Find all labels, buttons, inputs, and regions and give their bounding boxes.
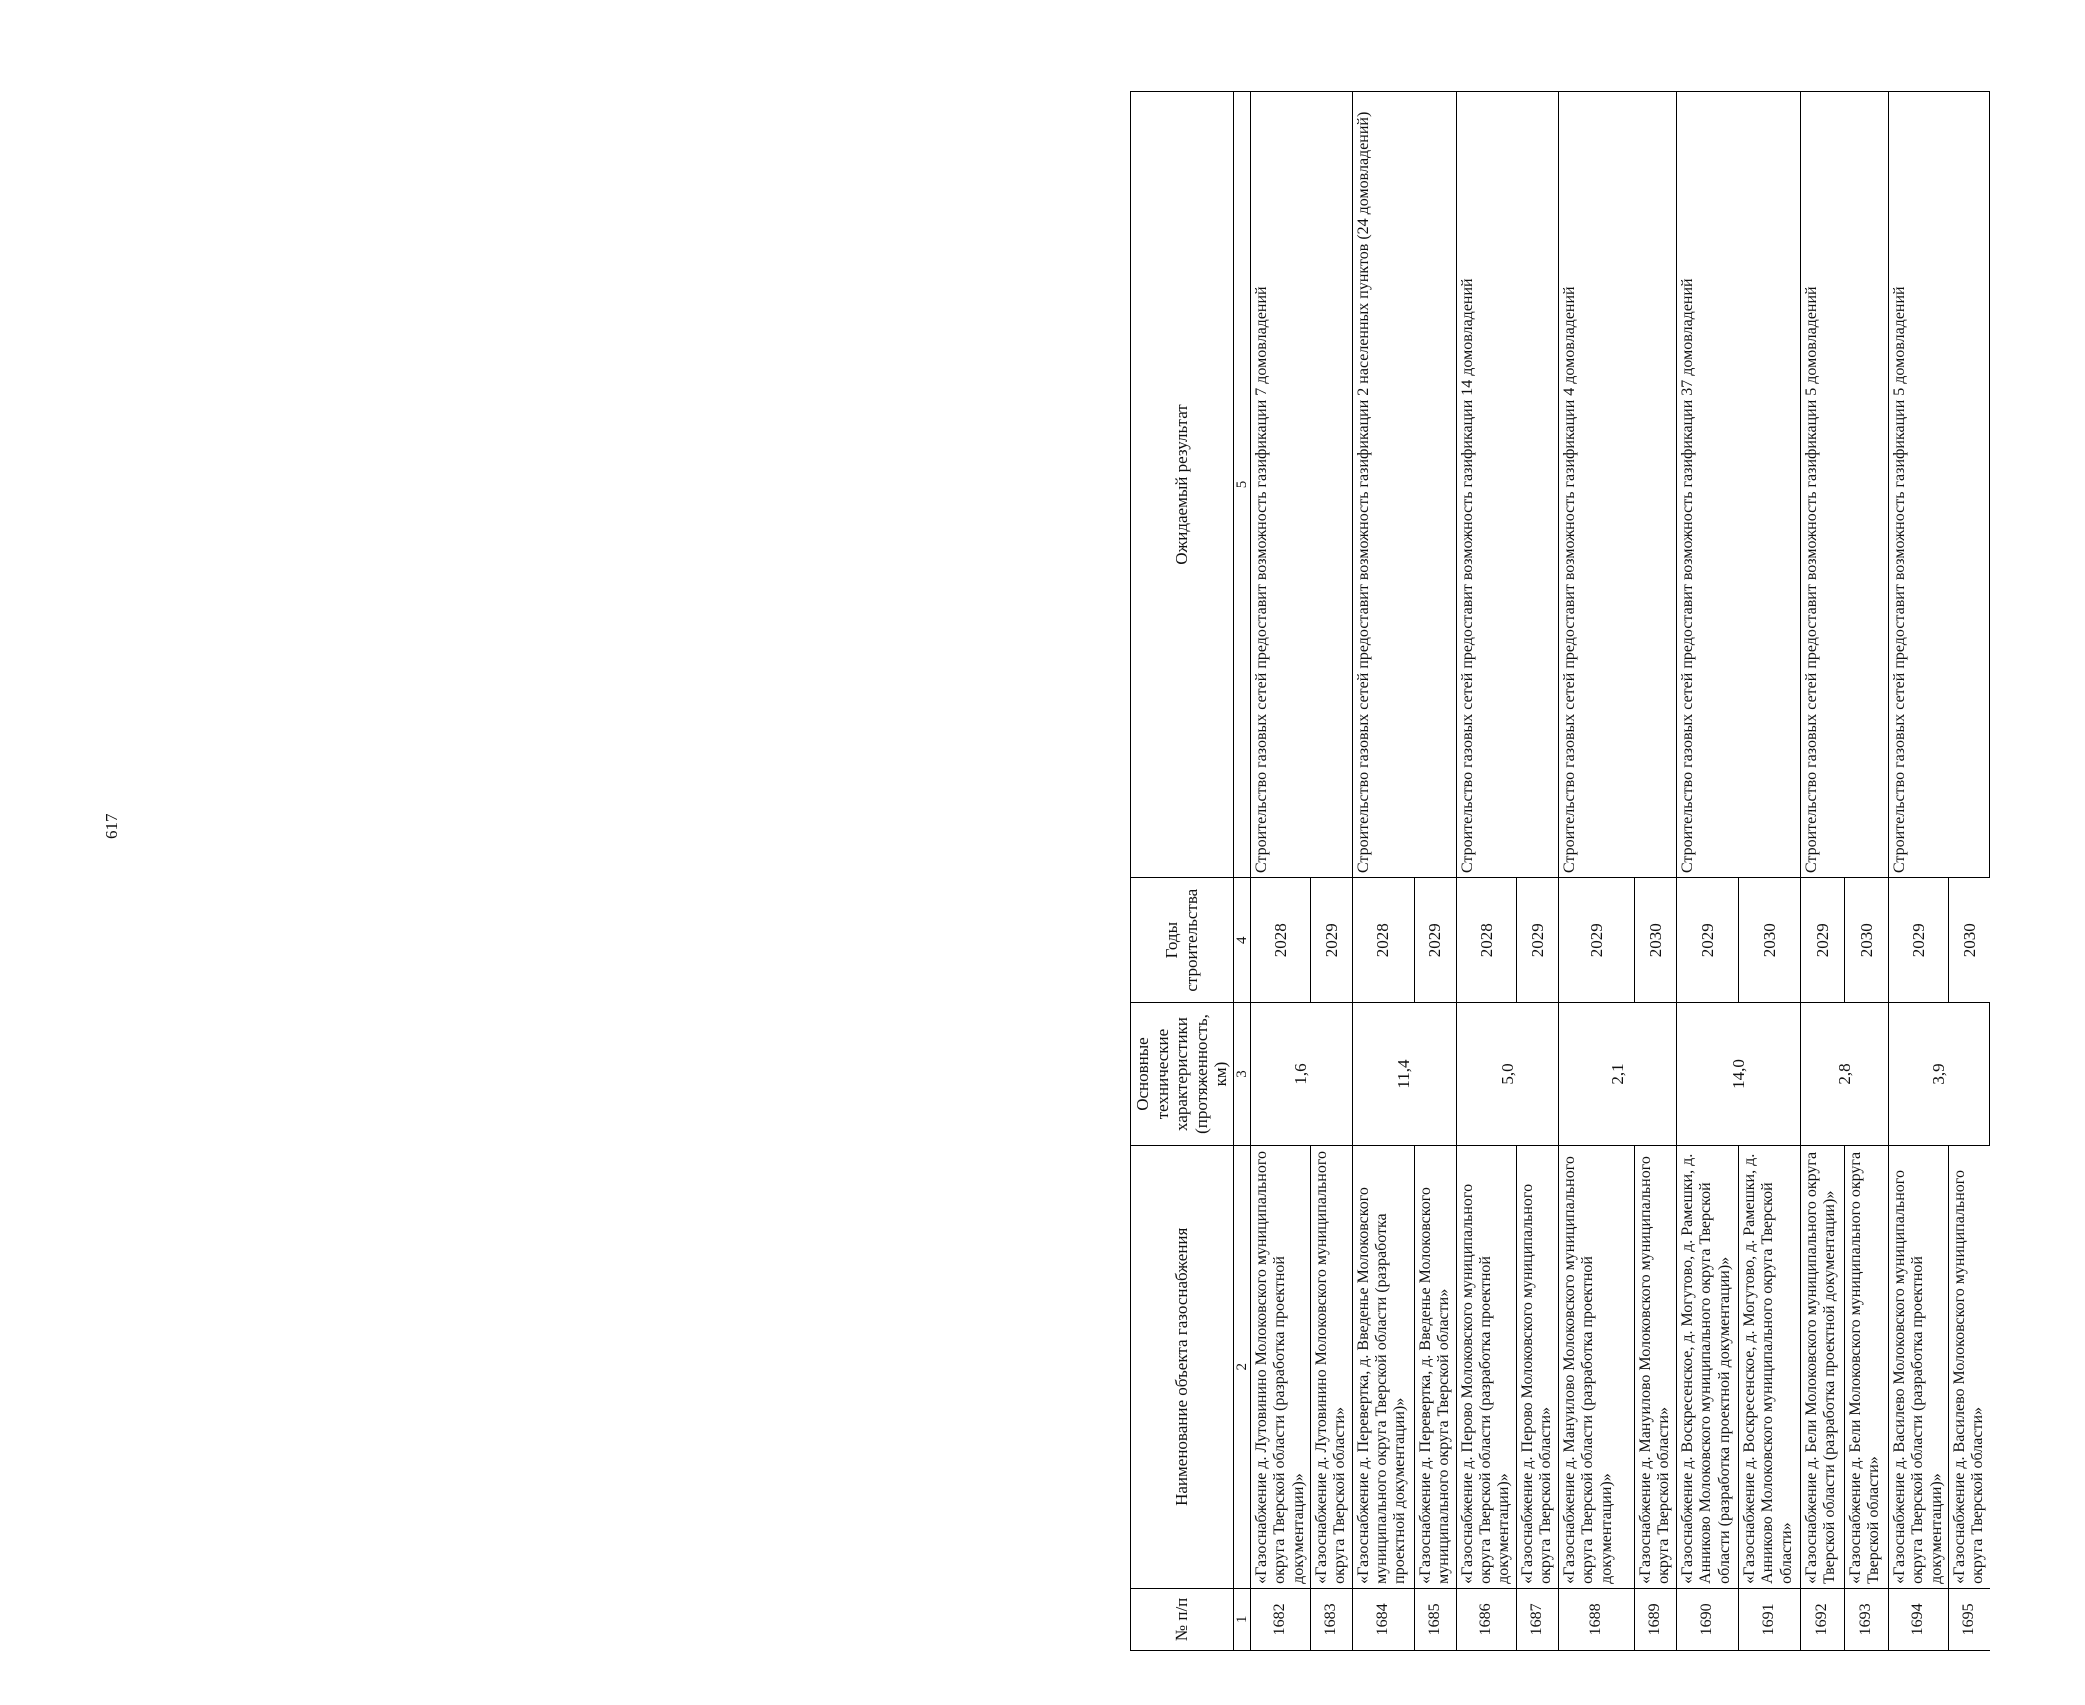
header-technical-characteristics: Основные технические характеристики (протяженность, км) [1131, 1003, 1234, 1145]
construction-year: 2029 [1676, 878, 1738, 1003]
object-name: «Газоснабжение д. Воскресенское, д. Могутово, д. Рамешки, д. Анниково Молоковского муниципального округа Тверской области» [1738, 1145, 1800, 1588]
column-number: 4 [1233, 878, 1250, 1003]
construction-year: 2029 [1800, 878, 1844, 1003]
column-number: 5 [1233, 92, 1250, 878]
row-number: 1694 [1888, 1588, 1948, 1650]
object-name: «Газоснабжение д. Мануилово Молоковского муниципального округа Тверской области (разработка проектной документации)» [1558, 1145, 1634, 1588]
length-km: 1,6 [1250, 1003, 1352, 1145]
table-row [1888, 92, 1948, 1651]
column-number: 1 [1233, 1588, 1250, 1650]
row-number: 1687 [1516, 1588, 1558, 1650]
expected-result: Строительство газовых сетей предоставит возможность газификации 5 домовладений [1888, 92, 1989, 878]
column-number: 3 [1233, 1003, 1250, 1145]
row-number: 1683 [1310, 1588, 1352, 1650]
row-number: 1692 [1800, 1588, 1844, 1650]
expected-result: Строительство газовых сетей предоставит возможность газификации 4 домовладений [1558, 92, 1676, 878]
construction-year: 2028 [1456, 878, 1516, 1003]
construction-year: 2029 [1888, 878, 1948, 1003]
construction-year: 2030 [1844, 878, 1888, 1003]
table-row [1250, 92, 1310, 1651]
column-number: 2 [1233, 1145, 1250, 1588]
gasification-table [1130, 91, 1990, 1651]
construction-year: 2028 [1250, 878, 1310, 1003]
row-number: 1682 [1250, 1588, 1310, 1650]
object-name: «Газоснабжение д. Мануилово Молоковского муниципального округа Тверской области» [1634, 1145, 1676, 1588]
length-km: 3,9 [1888, 1003, 1989, 1145]
row-number: 1685 [1414, 1588, 1456, 1650]
table-row [1676, 92, 1738, 1651]
table-row [1456, 92, 1516, 1651]
page-number: 617 [102, 813, 121, 839]
object-name: «Газоснабжение д. Василево Молоковского муниципального округа Тверской области (разработка проектной документации)» [1888, 1145, 1948, 1588]
length-km: 14,0 [1676, 1003, 1800, 1145]
construction-year: 2030 [1634, 878, 1676, 1003]
rotated-page-content [1130, 91, 2085, 1651]
header-object-name: Наименование объекта газоснабжения [1131, 1145, 1234, 1588]
object-name: «Газоснабжение д. Лутовинино Молоковского муниципального округа Тверской области» [1310, 1145, 1352, 1588]
construction-year: 2030 [1949, 878, 1990, 1003]
header-number: № п/п [1131, 1588, 1234, 1650]
construction-year: 2030 [1738, 878, 1800, 1003]
row-number: 1689 [1634, 1588, 1676, 1650]
object-name: «Газоснабжение д. Перово Молоковского муниципального округа Тверской области» [1516, 1145, 1558, 1588]
table-row [1352, 92, 1414, 1651]
row-number: 1684 [1352, 1588, 1414, 1650]
object-name: «Газоснабжение д. Лутовинино Молоковского муниципального округа Тверской области (разработка проектной документации)» [1250, 1145, 1310, 1588]
length-km: 2,1 [1558, 1003, 1676, 1145]
expected-result: Строительство газовых сетей предоставит возможность газификации 5 домовладений [1800, 92, 1888, 878]
object-name: «Газоснабжение д. Воскресенское, д. Могутово, д. Рамешки, д. Анниково Молоковского муниципального округа Тверской области (разработка проектной документации)» [1676, 1145, 1738, 1588]
header-construction-years: Годы строительства [1131, 878, 1234, 1003]
object-name: «Газоснабжение д. Бели Молоковского муниципального округа Тверской области» [1844, 1145, 1888, 1588]
row-number: 1686 [1456, 1588, 1516, 1650]
row-number: 1691 [1738, 1588, 1800, 1650]
row-number: 1695 [1949, 1588, 1990, 1650]
header-expected-result: Ожидаемый результат [1131, 92, 1234, 878]
object-name: «Газоснабжение д. Бели Молоковского муниципального округа Тверской области (разработка проектной документации)» [1800, 1145, 1844, 1588]
expected-result: Строительство газовых сетей предоставит возможность газификации 14 домовладений [1456, 92, 1558, 878]
expected-result: Строительство газовых сетей предоставит возможность газификации 7 домовладений [1250, 92, 1352, 878]
expected-result: Строительство газовых сетей предоставит возможность газификации 37 домовладений [1676, 92, 1800, 878]
header-row [1131, 92, 1234, 1651]
construction-year: 2029 [1516, 878, 1558, 1003]
table-row [1558, 92, 1634, 1651]
table-row [1800, 92, 1844, 1651]
object-name: «Газоснабжение д. Перово Молоковского муниципального округа Тверской области (разработка проектной документации)» [1456, 1145, 1516, 1588]
row-number: 1690 [1676, 1588, 1738, 1650]
construction-year: 2028 [1352, 878, 1414, 1003]
row-number: 1693 [1844, 1588, 1888, 1650]
construction-year: 2029 [1558, 878, 1634, 1003]
construction-year: 2029 [1414, 878, 1456, 1003]
column-number-row [1233, 92, 1250, 1651]
object-name: «Газоснабжение д. Перевертка, д. Введенье Молоковского муниципального округа Тверской области (разработка проектной документации)» [1352, 1145, 1414, 1588]
length-km: 5,0 [1456, 1003, 1558, 1145]
object-name: «Газоснабжение д. Василево Молоковского муниципального округа Тверской области» [1949, 1145, 1990, 1588]
length-km: 11,4 [1352, 1003, 1456, 1145]
construction-year: 2029 [1310, 878, 1352, 1003]
expected-result: Строительство газовых сетей предоставит возможность газификации 2 населенных пунктов (24 домовладений) [1352, 92, 1456, 878]
row-number: 1688 [1558, 1588, 1634, 1650]
object-name: «Газоснабжение д. Перевертка, д. Введенье Молоковского муниципального округа Тверской области» [1414, 1145, 1456, 1588]
length-km: 2,8 [1800, 1003, 1888, 1145]
